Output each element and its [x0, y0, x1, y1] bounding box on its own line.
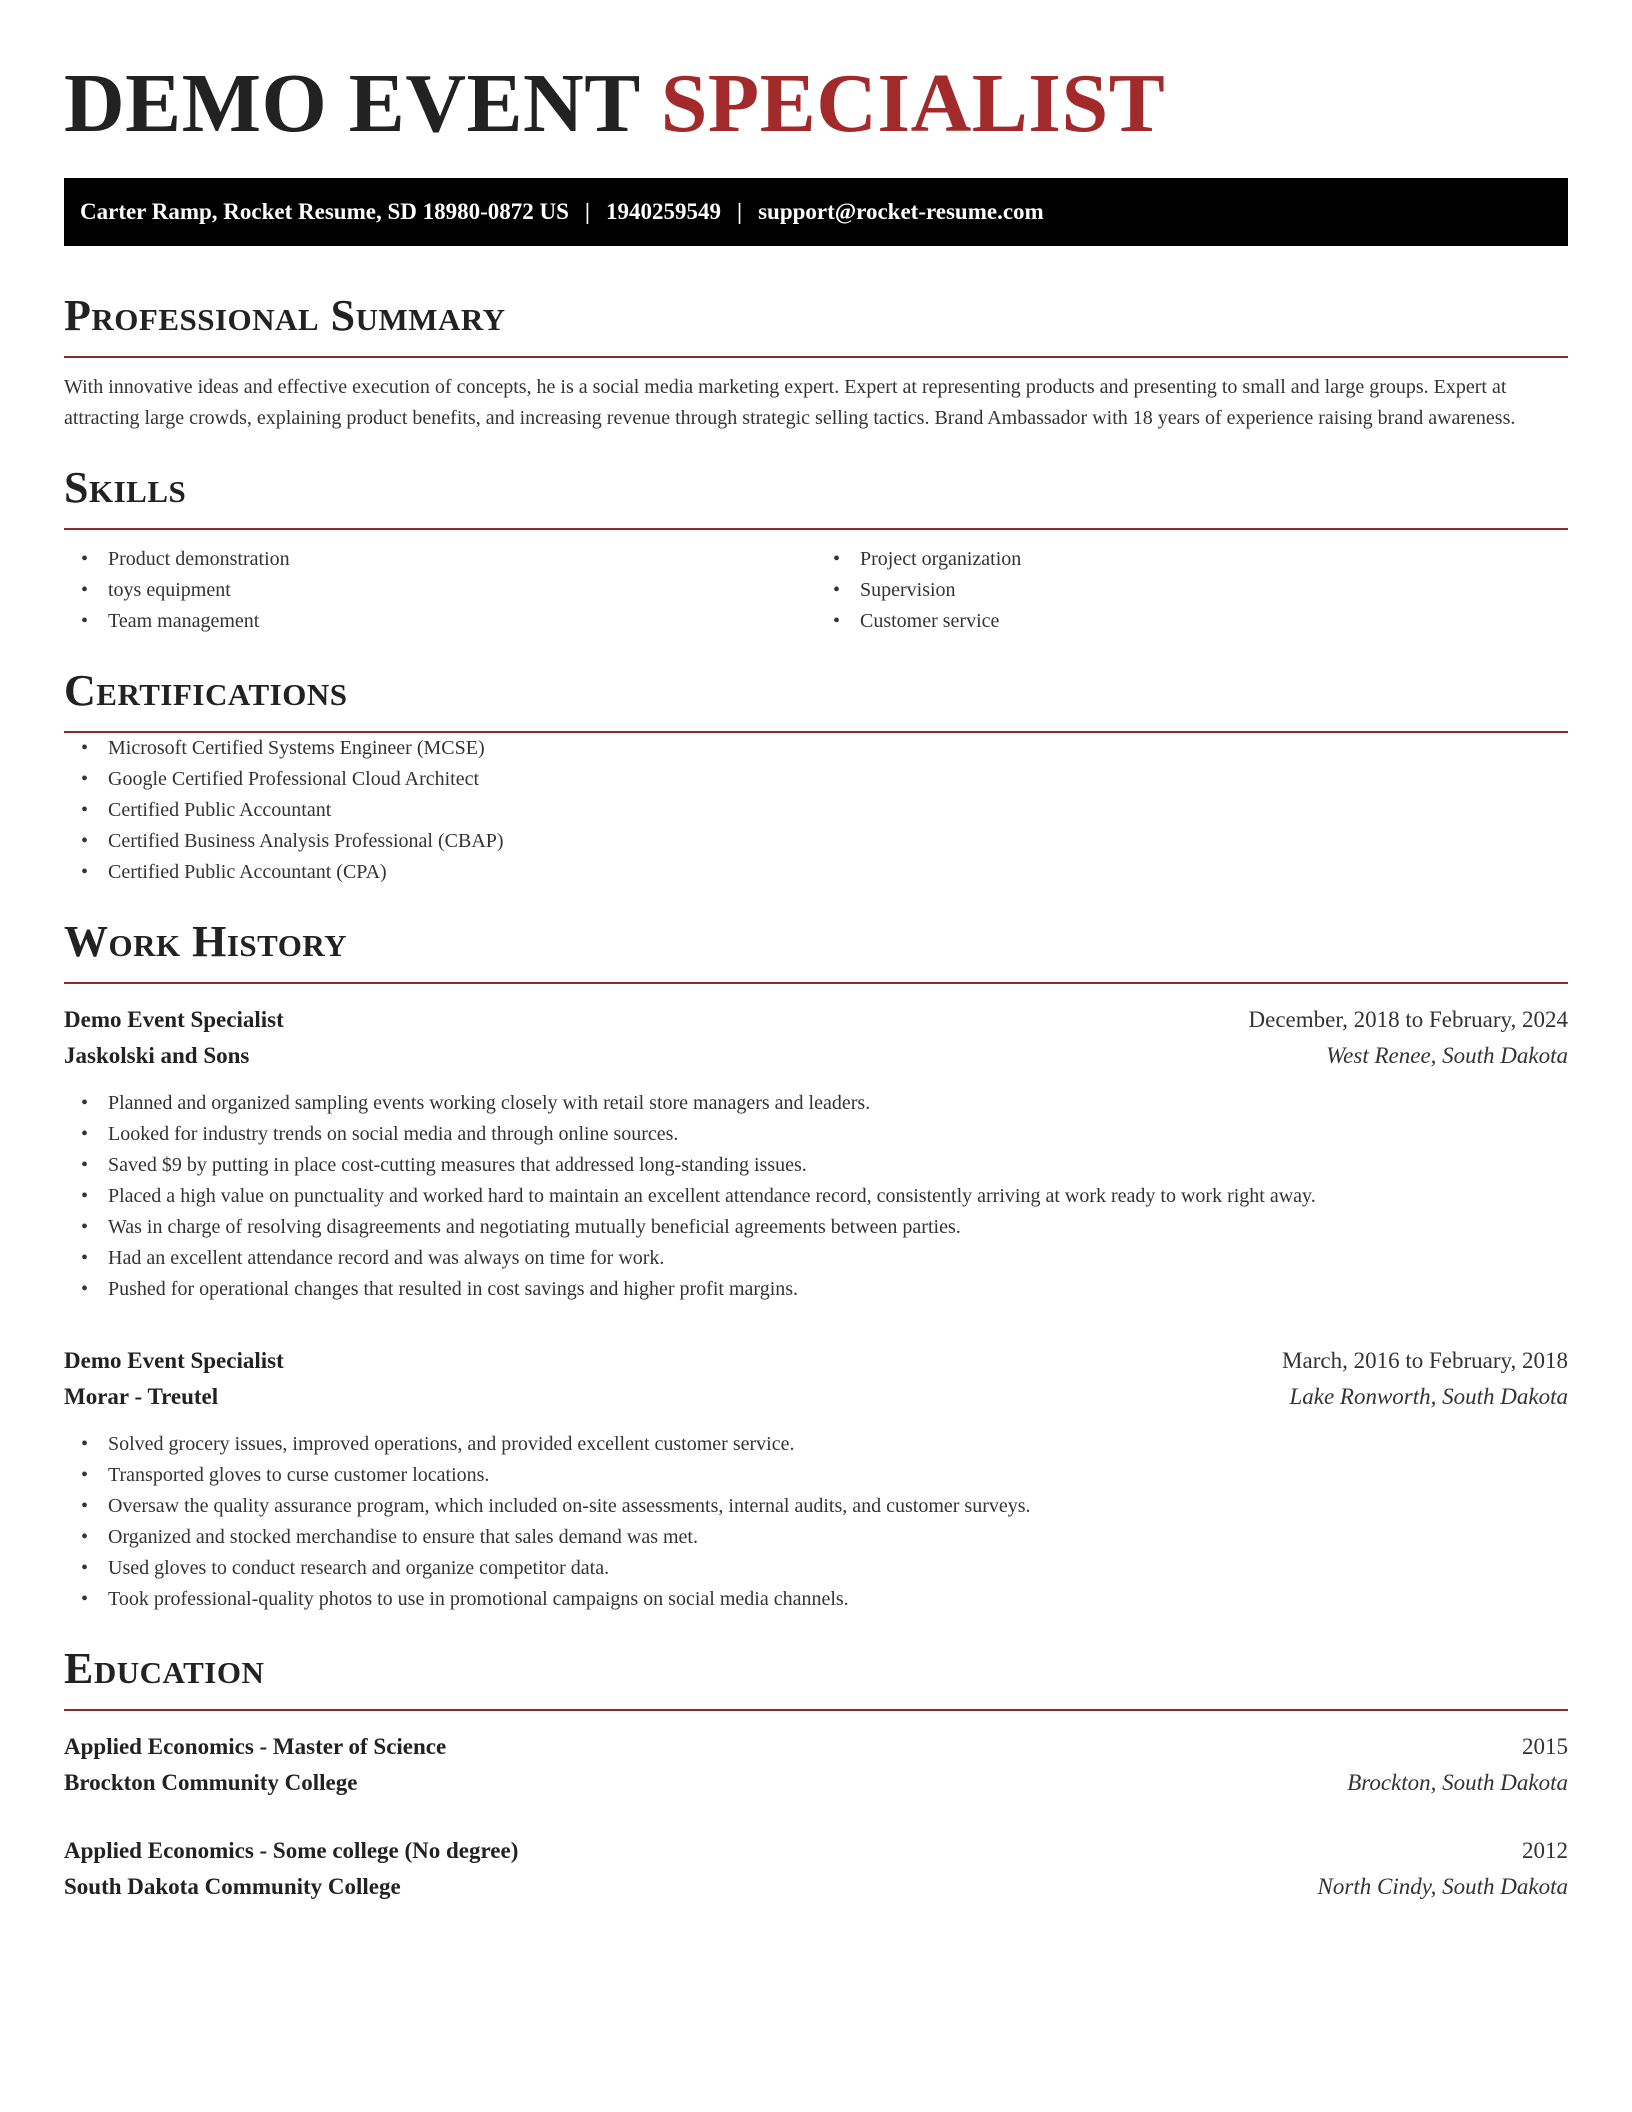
education-location: North Cindy, South Dakota	[1317, 1874, 1568, 1899]
certifications-section	[64, 665, 1568, 888]
education-degree-row	[64, 1833, 1568, 1869]
section-title-certifications: Certifications	[64, 665, 1568, 733]
candidate-name	[64, 0, 1568, 150]
job-company-row	[64, 1379, 1568, 1415]
education-entry	[64, 1729, 1568, 1801]
education-school: Brockton Community College	[64, 1770, 358, 1795]
job-entry	[64, 1002, 1568, 1305]
skill-item: • toys equipment	[64, 575, 816, 606]
job-dates: December, 2018 to February, 2024	[1248, 1007, 1568, 1032]
job-company: Jaskolski and Sons	[64, 1043, 250, 1068]
contact-separator: |	[584, 199, 590, 224]
job-role: Demo Event Specialist	[64, 1007, 284, 1032]
certification-item: • Certified Public Accountant	[64, 795, 1568, 826]
contact-address: Carter Ramp, Rocket Resume, SD 18980-0872 US	[80, 199, 569, 224]
education-year: 2015	[1522, 1734, 1568, 1759]
education-location: Brockton, South Dakota	[1347, 1770, 1568, 1795]
job-location: Lake Ronworth, South Dakota	[1289, 1384, 1568, 1409]
name-last: SPECIALIST	[660, 57, 1166, 150]
job-bullet: • Took professional-quality photos to use in promotional campaigns on social media channels.	[64, 1584, 1568, 1615]
skill-item: • Supervision	[816, 575, 1568, 606]
section-title-education: Education	[64, 1643, 1568, 1711]
summary-section	[64, 290, 1568, 434]
skill-item: • Product demonstration	[64, 544, 816, 575]
skill-item: • Team management	[64, 606, 816, 637]
job-header-row	[64, 1343, 1568, 1379]
section-title-work-history: Work History	[64, 916, 1568, 984]
name-first: DEMO EVENT	[64, 57, 640, 150]
summary-text: With innovative ideas and effective execution of concepts, he is a social media marketing expert. Expert at representing products and presenting to small and large groups. Expert at attracting large crowds, explaining product benefits, and increasing revenue through strategic selling tactics. Brand Ambassador with 18 years of experience raising brand awareness.	[64, 376, 1516, 429]
section-title-skills: Skills	[64, 462, 1568, 530]
education-degree: Applied Economics - Some college (No degree)	[64, 1838, 519, 1863]
skill-item: • Customer service	[816, 606, 1568, 637]
work-history-section	[64, 916, 1568, 1615]
education-year: 2012	[1522, 1838, 1568, 1863]
skills-section	[64, 462, 1568, 637]
contact-email: support@rocket-resume.com	[758, 199, 1044, 224]
job-bullet: • Saved $9 by putting in place cost-cutting measures that addressed long-standing issues.	[64, 1150, 1568, 1181]
education-school-row	[64, 1869, 1568, 1905]
skills-list-left	[64, 544, 816, 637]
job-bullet: • Organized and stocked merchandise to ensure that sales demand was met.	[64, 1522, 1568, 1553]
job-bullet: • Oversaw the quality assurance program, which included on-site assessments, internal audits, and customer surveys.	[64, 1491, 1568, 1522]
certification-item: • Certified Public Accountant (CPA)	[64, 857, 1568, 888]
job-bullet: • Was in charge of resolving disagreements and negotiating mutually beneficial agreements between parties.	[64, 1212, 1568, 1243]
education-school-row	[64, 1765, 1568, 1801]
job-location: West Renee, South Dakota	[1326, 1043, 1568, 1068]
certification-item: • Google Certified Professional Cloud Architect	[64, 764, 1568, 795]
job-bullet: • Looked for industry trends on social media and through online sources.	[64, 1119, 1568, 1150]
job-bullet: • Used gloves to conduct research and organize competitor data.	[64, 1553, 1568, 1584]
job-company: Morar - Treutel	[64, 1384, 219, 1409]
job-bullet: • Planned and organized sampling events working closely with retail store managers and leaders.	[64, 1088, 1568, 1119]
section-title-summary: Professional Summary	[64, 290, 1568, 358]
job-company-row	[64, 1038, 1568, 1074]
job-bullet: • Placed a high value on punctuality and worked hard to maintain an excellent attendance record, consistently arriving at work ready to work right away.	[64, 1181, 1568, 1212]
skills-list-right	[816, 544, 1568, 637]
job-bullets	[64, 1088, 1568, 1305]
job-bullet: • Solved grocery issues, improved operations, and provided excellent customer service.	[64, 1429, 1568, 1460]
skill-item: • Project organization	[816, 544, 1568, 575]
certification-item: • Microsoft Certified Systems Engineer (MCSE)	[64, 733, 1568, 764]
certifications-list	[64, 733, 1568, 888]
contact-bar	[64, 178, 1568, 246]
education-section	[64, 1643, 1568, 1905]
certification-item: • Certified Business Analysis Professional (CBAP)	[64, 826, 1568, 857]
education-school: South Dakota Community College	[64, 1874, 401, 1899]
contact-separator: |	[737, 199, 743, 224]
job-role: Demo Event Specialist	[64, 1348, 284, 1373]
job-bullets	[64, 1429, 1568, 1615]
job-entry	[64, 1343, 1568, 1615]
education-degree-row	[64, 1729, 1568, 1765]
job-header-row	[64, 1002, 1568, 1038]
job-dates: March, 2016 to February, 2018	[1282, 1348, 1568, 1373]
education-entry	[64, 1833, 1568, 1905]
job-bullet: • Had an excellent attendance record and was always on time for work.	[64, 1243, 1568, 1274]
education-degree: Applied Economics - Master of Science	[64, 1734, 447, 1759]
contact-phone: 1940259549	[606, 199, 721, 224]
job-bullet: • Transported gloves to curse customer locations.	[64, 1460, 1568, 1491]
skills-grid	[64, 544, 1568, 637]
job-bullet: • Pushed for operational changes that resulted in cost savings and higher profit margins.	[64, 1274, 1568, 1305]
